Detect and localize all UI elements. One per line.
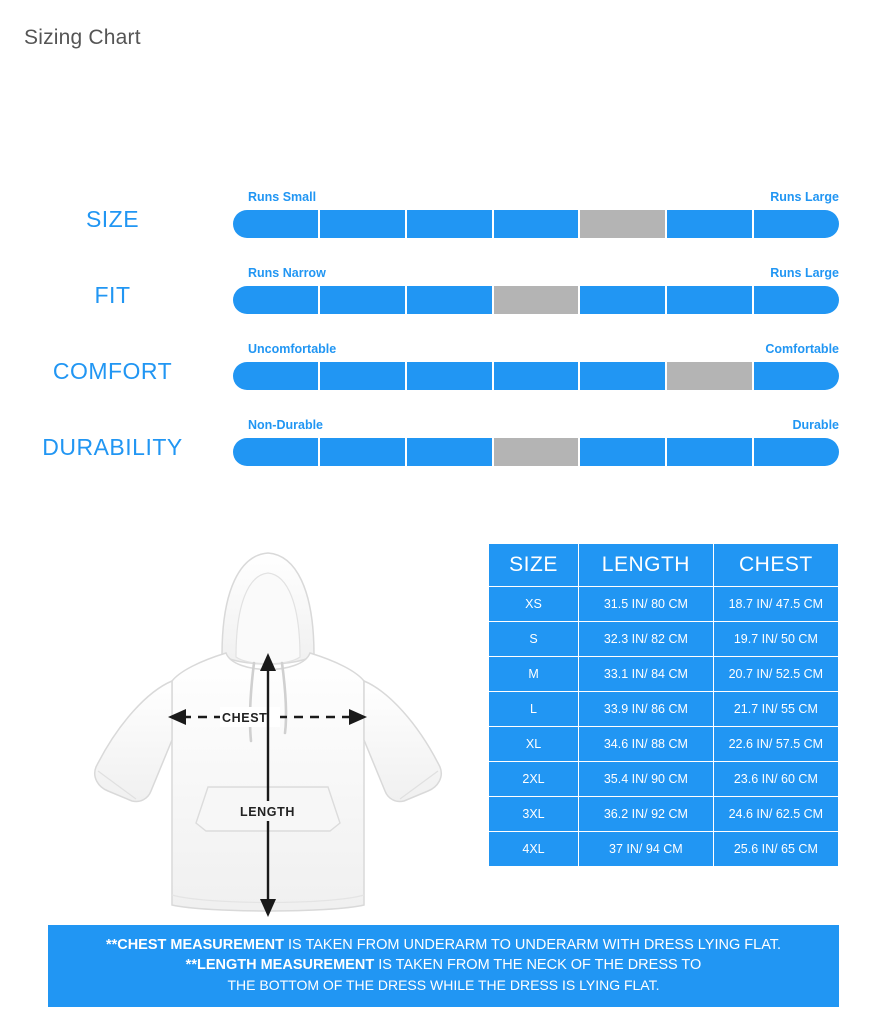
cell-size: 4XL	[489, 832, 579, 867]
cell-size: 2XL	[489, 762, 579, 797]
note-length-line3: THE BOTTOM OF THE DRESS WHILE THE DRESS IS LYING FLAT.	[227, 977, 660, 993]
cell-chest: 25.6 IN/ 65 CM	[713, 832, 838, 867]
meter-track-size	[233, 210, 839, 238]
meter-segment	[494, 362, 581, 390]
cell-chest: 23.6 IN/ 60 CM	[713, 762, 838, 797]
cell-chest: 22.6 IN/ 57.5 CM	[713, 727, 838, 762]
meter-segment-active	[494, 286, 581, 314]
meter-track-comfort	[233, 362, 839, 390]
table-row	[489, 622, 839, 657]
cell-size: XS	[489, 587, 579, 622]
cell-length: 32.3 IN/ 82 CM	[579, 622, 714, 657]
meter-row-durability	[0, 408, 887, 484]
cell-length: 31.5 IN/ 80 CM	[579, 587, 714, 622]
table-header-size: SIZE	[489, 544, 579, 587]
meter-label-fit: FIT	[94, 282, 131, 308]
note-chest-rest: IS TAKEN FROM UNDERARM TO UNDERARM WITH DRESS LYING FLAT.	[283, 937, 782, 953]
hoodie-dress-icon	[40, 535, 470, 920]
meter-row-size	[0, 180, 887, 256]
meter-segment	[754, 362, 839, 390]
cell-chest: 19.7 IN/ 50 CM	[713, 622, 838, 657]
meter-caption-left: Runs Small	[248, 190, 317, 204]
meter-caption-left: Runs Narrow	[248, 266, 326, 280]
meter-segment-active	[667, 362, 754, 390]
cell-length: 36.2 IN/ 92 CM	[579, 797, 714, 832]
garment-illustration	[40, 535, 470, 920]
meter-segment	[407, 286, 494, 314]
table-row	[489, 727, 839, 762]
meter-segment	[320, 438, 407, 466]
cell-length: 33.1 IN/ 84 CM	[579, 657, 714, 692]
meter-caption-right: Runs Large	[770, 190, 839, 204]
meter-segment	[407, 210, 494, 238]
table-row	[489, 797, 839, 832]
meter-track-fit	[233, 286, 839, 314]
table-row	[489, 692, 839, 727]
meter-segment	[233, 286, 320, 314]
cell-chest: 24.6 IN/ 62.5 CM	[713, 797, 838, 832]
meter-row-fit	[0, 256, 887, 332]
meter-caption-right: Runs Large	[770, 266, 839, 280]
table-row	[489, 762, 839, 797]
table-header-chest: CHEST	[713, 544, 838, 587]
cell-size: XL	[489, 727, 579, 762]
meter-segment	[233, 362, 320, 390]
meter-track-durability	[233, 438, 839, 466]
meter-segment	[667, 286, 754, 314]
cell-chest: 21.7 IN/ 55 CM	[713, 692, 838, 727]
meter-segment	[667, 210, 754, 238]
cell-length: 37 IN/ 94 CM	[579, 832, 714, 867]
meter-segment-active	[494, 438, 581, 466]
cell-chest: 20.7 IN/ 52.5 CM	[713, 657, 838, 692]
meter-segment	[754, 286, 839, 314]
length-measure-label: LENGTH	[240, 805, 295, 819]
page-title: Sizing Chart	[24, 26, 141, 49]
meter-caption-left: Uncomfortable	[248, 342, 337, 356]
cell-size: M	[489, 657, 579, 692]
meter-segment	[580, 362, 667, 390]
measurement-note	[48, 925, 839, 1007]
cell-size: 3XL	[489, 797, 579, 832]
meter-row-comfort	[0, 332, 887, 408]
table-row	[489, 657, 839, 692]
note-length-bold: **LENGTH MEASUREMENT	[185, 957, 375, 973]
meter-segment	[407, 362, 494, 390]
meter-segment	[754, 210, 839, 238]
meter-segment	[494, 210, 581, 238]
table-row	[489, 832, 839, 867]
table-header-length: LENGTH	[579, 544, 714, 587]
meter-segment	[233, 438, 320, 466]
size-table	[488, 543, 839, 867]
meter-segment	[320, 210, 407, 238]
cell-size: L	[489, 692, 579, 727]
meter-caption-right: Comfortable	[765, 342, 839, 356]
meter-segment	[407, 438, 494, 466]
meter-segment	[320, 286, 407, 314]
meter-segment	[233, 210, 320, 238]
table-row	[489, 587, 839, 622]
meter-label-comfort: COMFORT	[52, 358, 173, 384]
cell-size: S	[489, 622, 579, 657]
cell-length: 35.4 IN/ 90 CM	[579, 762, 714, 797]
ratings-section	[0, 180, 887, 484]
meter-label-size: SIZE	[85, 206, 140, 232]
cell-chest: 18.7 IN/ 47.5 CM	[713, 587, 838, 622]
meter-segment	[754, 438, 839, 466]
meter-segment	[580, 438, 667, 466]
meter-segment	[320, 362, 407, 390]
chest-measure-label: CHEST	[222, 711, 268, 725]
note-length-rest: IS TAKEN FROM THE NECK OF THE DRESS TO	[374, 957, 702, 973]
table-header-row	[489, 544, 839, 587]
meter-segment-active	[580, 210, 667, 238]
meter-caption-left: Non-Durable	[248, 418, 323, 432]
note-chest-bold: **CHEST MEASUREMENT	[105, 937, 284, 953]
cell-length: 33.9 IN/ 86 CM	[579, 692, 714, 727]
meter-caption-right: Durable	[792, 418, 839, 432]
meter-segment	[667, 438, 754, 466]
meter-segment	[580, 286, 667, 314]
cell-length: 34.6 IN/ 88 CM	[579, 727, 714, 762]
meter-label-durability: DURABILITY	[42, 434, 183, 460]
